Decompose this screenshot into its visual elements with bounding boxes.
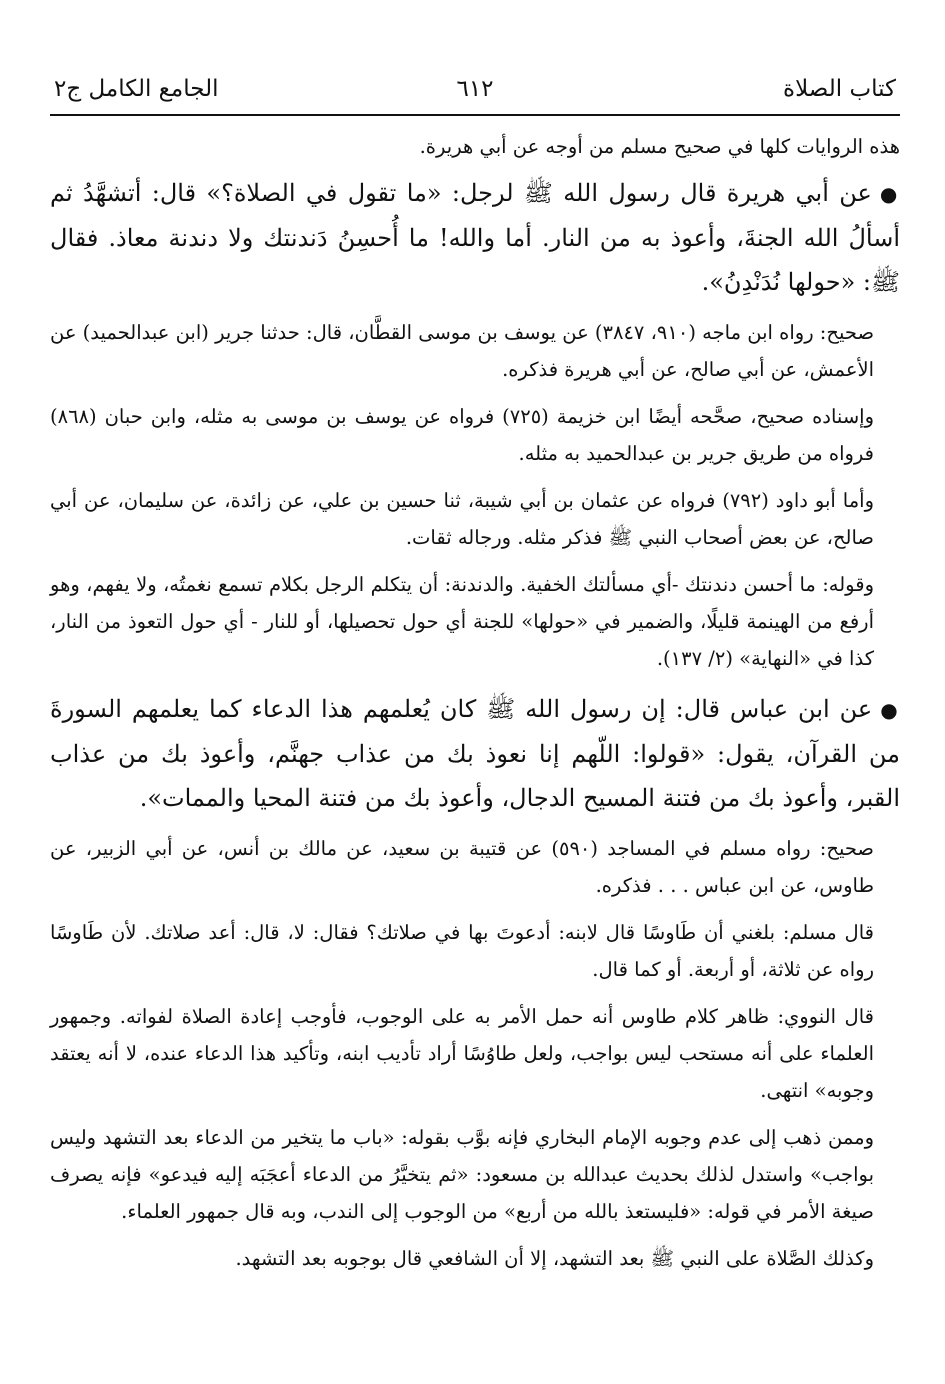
- paragraph-text: وممن ذهب إلى عدم وجوبه الإمام البخاري فإنه بوَّب بقوله: «باب ما يتخير من الدعاء بعد التشهد وليس بواجب» واستدل لذلك بحديث عبدالله بن مسعود: «ثم يتخيَّرُ من الدعاء أعجَبَه إليه فيدعو» فإنه يصرف صيغة الأمر في قوله: «فليستعذ بالله من أربع» من الوجوب إلى الندب، وبه قال جمهور العلماء.: [50, 1126, 874, 1223]
- paragraph-text: وإسناده صحيح، صحَّحه أيضًا ابن خزيمة (٧٢٥) فرواه عن يوسف بن موسى به مثله، وابن حبان (٨٦٨) فرواه من طريق جرير بن عبدالحميد به مثله.: [50, 405, 874, 465]
- paragraph-text: وكذلك الصَّلاة على النبي ﷺ بعد التشهد، إلا أن الشافعي قال بوجوبه بعد التشهد.: [235, 1247, 874, 1270]
- paragraph-text: وقوله: ما أحسن دندنتك -أي مسألتك الخفية. والدندنة: أن يتكلم الرجل بكلام تسمع نغمتُه، ولا يفهم، وهو أرفع من الهينمة قليلًا، والضمير في «حولها» للجنة أي حول تحصيلها، أو للنار - أي حول التعوذ من النار، كذا في «النهاية» (٢/ ١٣٧).: [50, 573, 874, 670]
- intro-note: [50, 128, 900, 165]
- takhrij-paragraph: [50, 314, 900, 388]
- running-header: [50, 70, 900, 116]
- paragraph-text: هذه الروايات كلها في صحيح مسلم من أوجه عن أبي هريرة.: [419, 135, 900, 158]
- paragraph-text: صحيح: رواه ابن ماجه (٩١٠، ٣٨٤٧) عن يوسف بن موسى القطَّان، قال: حدثنا جرير (ابن عبدالحميد) عن الأعمش، عن أبي صالح، عن أبي هريرة فذكره.: [50, 321, 874, 381]
- takhrij-paragraph: [50, 482, 900, 556]
- commentary-paragraph: [50, 566, 900, 677]
- chapter-title: كتاب الصلاة: [783, 76, 896, 102]
- paragraph-text: وأما أبو داود (٧٩٢) فرواه عن عثمان بن أبي شيبة، ثنا حسين بن علي، عن زائدة، عن سليمان، عن أبي صالح، عن بعض أصحاب النبي ﷺ فذكر مثله. ورجاله ثقات.: [50, 489, 874, 549]
- page-number: ٦١٢: [456, 76, 494, 102]
- hadith-ibn-abbas: [50, 687, 900, 820]
- page: [50, 70, 900, 1287]
- commentary-paragraph: [50, 1119, 900, 1230]
- takhrij-paragraph: [50, 398, 900, 472]
- bullet-icon: ●: [879, 182, 900, 206]
- page-body: [50, 116, 900, 1277]
- commentary-paragraph: [50, 1240, 900, 1277]
- paragraph-text: قال النووي: ظاهر كلام طاوس أنه حمل الأمر به على الوجوب، فأوجب إعادة الصلاة لفواته. وجمهور العلماء على أنه مستحب ليس بواجب، ولعل طاوُسًا أراد تأديب ابنه، وتأكيد هذا الدعاء عنده، لا أنه يعتقد وجوبه» انتهى.: [50, 1005, 874, 1102]
- hadith-text: عن ابن عباس قال: إن رسول الله ﷺ كان يُعلمهم هذا الدعاء كما يعلمهم السورةَ من القرآن، يقول: «قولوا: اللّهم إنا نعوذ بك من عذاب جهنَّم، وأعوذ بك من عذاب القبر، وأعوذ بك من فتنة المسيح الدجال، وأعوذ بك من فتنة المحيا والممات».: [50, 695, 900, 812]
- hadith-abu-hurairah: [50, 171, 900, 304]
- takhrij-paragraph: [50, 914, 900, 988]
- paragraph-text: قال مسلم: بلغني أن طَاوسًا قال لابنه: أدعوتَ بها في صلاتك؟ فقال: لا، قال: أعد صلاتك. لأن طَاوسًا رواه عن ثلاثة، أو أربعة. أو كما قال.: [50, 921, 874, 981]
- book-title: الجامع الكامل ج٢: [54, 76, 219, 102]
- paragraph-text: صحيح: رواه مسلم في المساجد (٥٩٠) عن قتيبة بن سعيد، عن مالك بن أنس، عن أبي الزبير، عن طاوس، عن ابن عباس . . . فذكره.: [50, 837, 874, 897]
- bullet-icon: ●: [880, 698, 900, 722]
- takhrij-paragraph: [50, 830, 900, 904]
- commentary-paragraph: [50, 998, 900, 1109]
- hadith-text: عن أبي هريرة قال رسول الله ﷺ لرجل: «ما تقول في الصلاة؟» قال: أتشهَّدُ ثم أسألُ الله الجنةَ، وأعوذ به من النار. أما والله! ما أُحسِنُ دَندنتك ولا دندنة معاذ. فقال ﷺ: «حولها نُدَنْدِنُ».: [50, 179, 900, 296]
